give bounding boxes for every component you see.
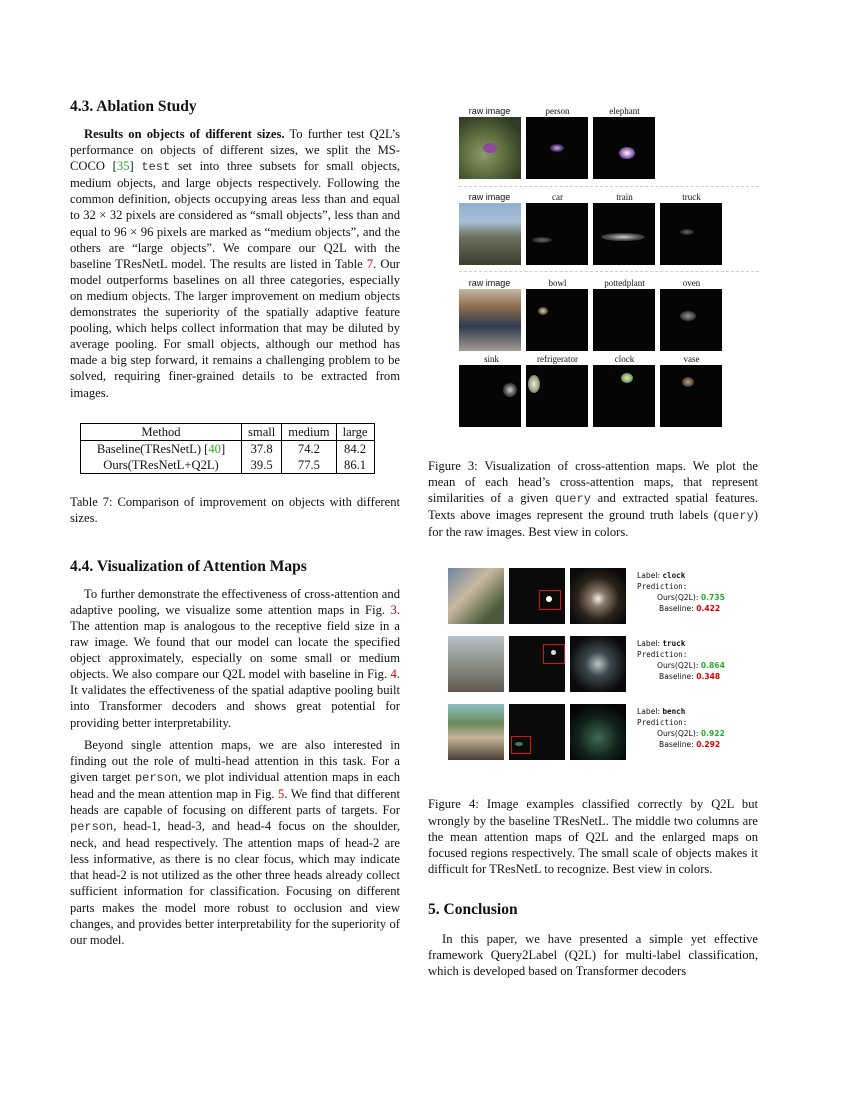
paragraph-lead: Results on objects of different sizes. [84, 127, 285, 141]
table-7 [80, 423, 375, 474]
raw-image [448, 568, 504, 624]
tile-label: car [552, 192, 563, 202]
figure-4-row [448, 568, 758, 624]
attention-map [509, 636, 565, 692]
enlarged-map [570, 568, 626, 624]
code-text: person [70, 820, 114, 835]
section-4-3-heading: 4.3. Ablation Study [70, 98, 197, 115]
section-5-heading: 5. Conclusion [428, 900, 518, 918]
table-cell: 74.2 [282, 440, 336, 457]
code-text: query [717, 509, 754, 524]
section-4-3-paragraph: Results on objects of different sizes. To further test Q2L’s performance on objects of different sizes, we split the MS-COCO [35] test set into three subsets for small objects, medium objects, and large objects respectively. Following the common definition, objects occupying areas less than and equal to 32 × 32 pixels are considered as “small objects”, less than and equal to 96 × 96 pixels are marked as “medium objects”, and the others are “large objects”. We compare our Q2L with the baseline TResNetL model. The results are listed in Table 7. Our model outperforms baselines on all three categories, especially on medium objects. The larger improvement on medium objects demonstrates the superiority of the spatially adaptive feature pooling, which helps collect information that may be diluted by average pooling. For small objects, although our method has made a big step forward, it remains a challenging problem to be solved, requiring finer-grained details to be extracted from images. [70, 127, 401, 400]
table-header-small: small [242, 423, 282, 440]
table-header-medium: medium [282, 423, 336, 440]
tile-label: person [545, 106, 570, 116]
citation-link[interactable]: 40 [208, 441, 221, 456]
table-7-caption: Table 7: Comparison of improvement on objects with different sizes. [70, 494, 400, 525]
table-header-method: Method [81, 423, 242, 440]
enlarged-map [570, 704, 626, 760]
attention-map [509, 568, 565, 624]
section-5-paragraph: In this paper, we have presented a simple yet effective framework Query2Label (Q2L) for multi-label classification, which is developed based on Transformer decoders [428, 931, 758, 979]
section-4-4-paragraph-2: Beyond single attention maps, we are also interested in finding out the role of multi-head attention in this task. For a given target person, we plot individual attention maps in each head and the mean attention map in Fig. 5. We find that different heads are capable of focusing on different parts of targets. For person, head-1, head-3, and head-4 focus on the shoulder, neck, and head respectively. The attention maps of head-2 are less informative, as there is no clear focus, which may indicate that head-2 is not utilized as the other three heads already collect sufficient information for classification. Focusing on different parts makes the model more robust to occlusion and view changes, and provides better interpretability for the superiority of our model. [70, 737, 401, 947]
tile-label: truck [682, 192, 701, 202]
table-cell: 37.8 [242, 440, 282, 457]
prediction-info: Label: truck Prediction: Ours(Q2L): 0.864 Baseline: 0.348 [637, 639, 725, 682]
prediction-info: Label: clock Prediction: Ours(Q2L): 0.735 Baseline: 0.422 [637, 571, 725, 614]
attention-map [593, 365, 655, 427]
table-ref-link[interactable]: 7 [366, 256, 374, 271]
figure-3-caption: Figure 3: Visualization of cross-attention maps. We plot the mean of each head’s cross-attention maps, that represent similarities of a given query and extracted spatial features. Texts above images represent the ground truth labels (query) for the raw images. Best view in colors. [428, 459, 758, 540]
attention-map [660, 203, 722, 265]
attention-map [526, 203, 588, 265]
figure-ref-link[interactable]: 4 [390, 667, 397, 682]
tile-label: raw image [468, 192, 511, 202]
figure-ref-link[interactable]: 3 [390, 602, 397, 617]
tile-label: oven [682, 278, 701, 288]
figure-4-caption: Figure 4: Image examples classified correctly by Q2L but wrongly by the baseline TResNetL. The middle two columns are the mean attention maps of Q2L and the enlarged maps on focused regions respectively. The small scale of objects makes it difficult for TResNetL to recognize. Best view in colors. [428, 797, 758, 876]
raw-image [459, 203, 521, 265]
tile-label: clock [614, 354, 635, 364]
code-text: query [554, 492, 591, 507]
section-4-4-heading: 4.4. Visualization of Attention Maps [70, 557, 307, 575]
prediction-info: Label: bench Prediction: Ours(Q2L): 0.922 Baseline: 0.292 [637, 707, 725, 750]
tile-label: raw image [468, 278, 511, 288]
tile-label: raw image [468, 106, 511, 116]
table-row [81, 457, 375, 474]
table-cell-method: Ours(TResNetL+Q2L) [81, 457, 242, 474]
enlarged-map [570, 636, 626, 692]
tile-label: bowl [548, 278, 567, 288]
figure-3 [428, 106, 758, 436]
attention-map [660, 365, 722, 427]
table-row [81, 440, 375, 457]
tile-label: pottedplant [604, 278, 645, 288]
raw-image [448, 704, 504, 760]
table-cell: 39.5 [242, 457, 282, 474]
citation-link[interactable]: 35 [116, 159, 130, 174]
tile-label: vase [683, 354, 700, 364]
table-cell: 77.5 [282, 457, 336, 474]
figure-4 [428, 568, 758, 774]
attention-map [459, 365, 521, 427]
code-text: test [141, 160, 171, 175]
table-header-large: large [336, 423, 374, 440]
attention-map [660, 289, 722, 351]
code-text: person [134, 770, 179, 785]
table-cell: 86.1 [336, 457, 374, 474]
tile-label: refrigerator [537, 354, 578, 364]
right-column [428, 106, 758, 979]
figure-4-row [448, 636, 758, 692]
tile-label: sink [483, 354, 499, 364]
attention-map [526, 117, 588, 179]
attention-map [526, 365, 588, 427]
tile-label: train [616, 192, 633, 202]
table-cell-method: Baseline(TResNetL) [40] [81, 440, 242, 457]
figure-ref-link[interactable]: 5 [278, 786, 285, 801]
figure-4-row [448, 704, 758, 760]
attention-map [526, 289, 588, 351]
attention-map [593, 289, 655, 351]
tile-label: elephant [609, 106, 640, 116]
attention-map [593, 117, 655, 179]
section-4-4-paragraph-1: To further demonstrate the effectiveness of cross-attention and adaptive pooling, we visualize some attention maps in Fig. 3. The attention map is analogous to the receptive field size in a raw image. We found that our model can locate the specified object approximately, especially on some small or medium objects. We also compare our Q2L model with baseline in Fig. 4. It validates the effectiveness of the spatial adaptive pooling built into Transformer decoders and shows great potential for providing better interpretability. [70, 586, 400, 730]
raw-image [459, 117, 521, 179]
raw-image [448, 636, 504, 692]
attention-map [593, 203, 655, 265]
table-cell: 84.2 [336, 440, 374, 457]
attention-map [509, 704, 565, 760]
left-column [70, 98, 400, 948]
raw-image [459, 289, 521, 351]
